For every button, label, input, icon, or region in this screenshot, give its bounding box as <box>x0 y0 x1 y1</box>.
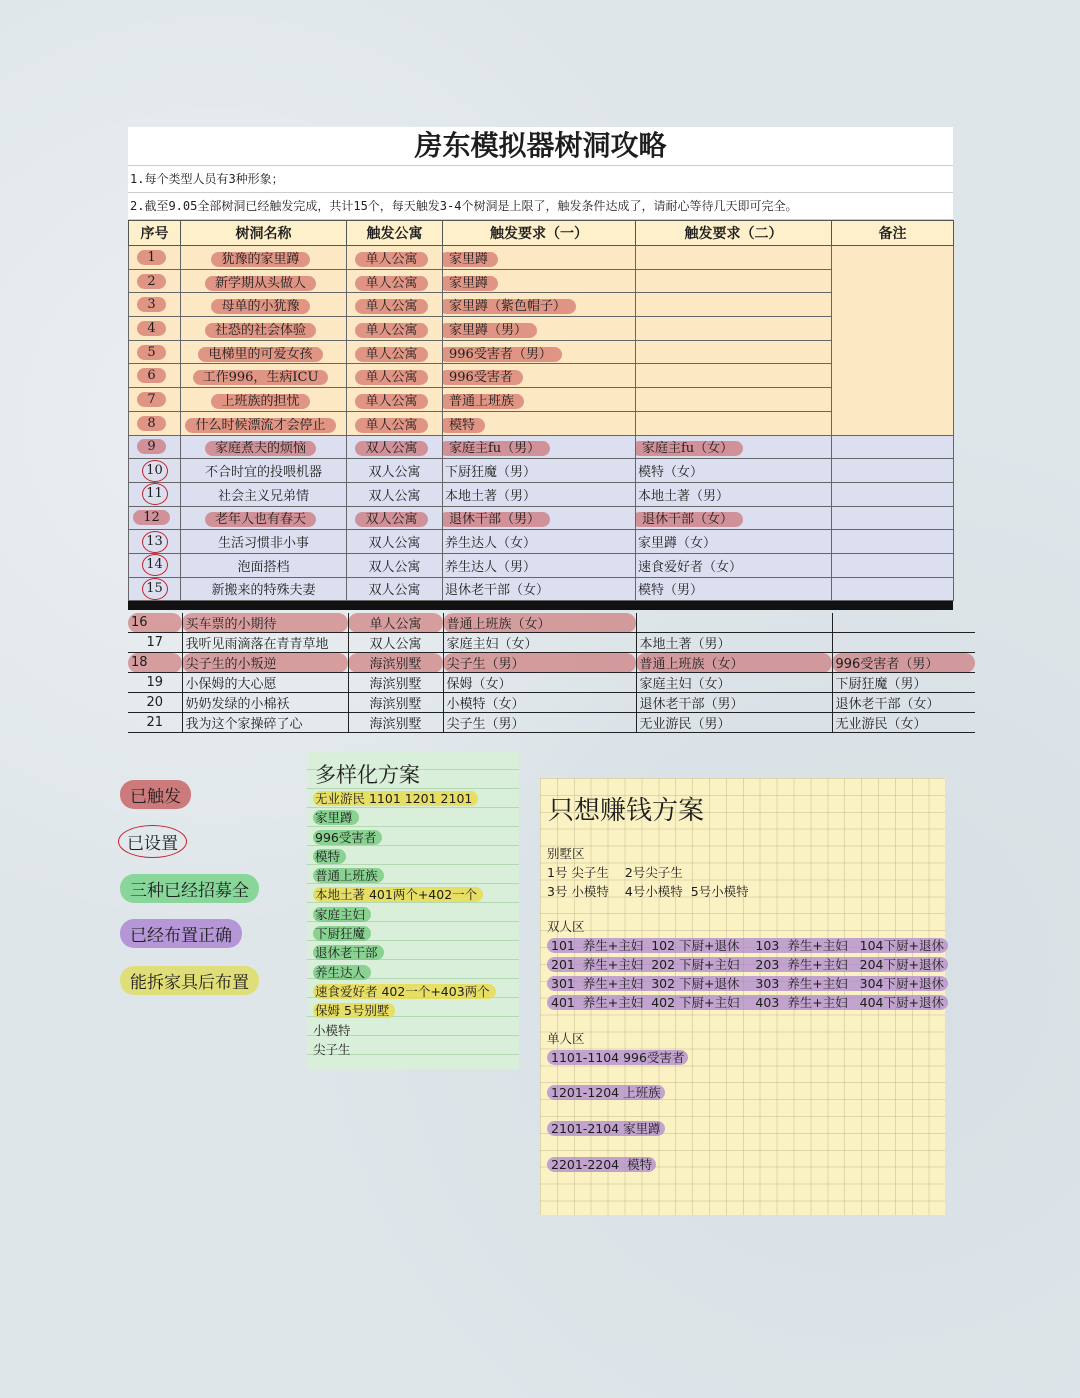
name-cell <box>181 577 347 601</box>
name-cell <box>181 388 347 412</box>
single-line: 1201-1204 上班族 <box>547 1085 665 1100</box>
req1-cell <box>443 435 636 459</box>
apt-cell <box>347 293 443 317</box>
section-divider <box>128 601 953 610</box>
apt-cell <box>347 459 443 483</box>
diverse-item-text: 家庭主妇 <box>313 907 371 922</box>
col-name: 树洞名称 <box>181 221 347 246</box>
double-line: 301 养生+主妇 302 下厨+退休 303 养生+主妇 304下厨+退休 <box>547 976 948 991</box>
apt-cell-text: 双人公寓 <box>355 441 427 456</box>
apt-cell <box>347 388 443 412</box>
name-cell <box>181 506 347 530</box>
no-cell-text: 12 <box>133 510 170 525</box>
apt-cell-text: 单人公寓 <box>355 418 427 433</box>
no-cell-text: 15 <box>142 578 168 600</box>
req1-cell <box>443 246 636 270</box>
diverse-item-text: 小模特 <box>313 1022 351 1038</box>
apt-cell: 双人公寓 <box>348 633 443 653</box>
name-cell: 我为这个家操碎了心 <box>182 713 348 733</box>
req1-cell <box>443 577 636 601</box>
single-line: 2101-2104 家里蹲 <box>547 1121 665 1136</box>
req1-cell <box>443 506 636 530</box>
double-label: 双人区 <box>547 919 585 934</box>
sheet-title: 房东模拟器树洞攻略 <box>128 127 953 166</box>
req1-cell-text: 本地土著（男） <box>445 488 537 504</box>
table-row <box>129 435 954 459</box>
no-cell: 19 <box>128 673 182 693</box>
name-cell-text: 不合时宜的投喂机器 <box>204 465 322 481</box>
req1-cell <box>443 340 636 364</box>
name-cell <box>181 317 347 341</box>
req2-cell-text: 模特（女） <box>638 465 704 481</box>
apt-cell <box>347 364 443 388</box>
name-cell-text: 什么时候漂流才会停止 <box>185 418 335 433</box>
no-cell-text: 5 <box>137 345 165 360</box>
apt-cell <box>347 553 443 577</box>
double-line: 201 养生+主妇 202 下厨+主妇 203 养生+主妇 204下厨+退休 <box>547 957 948 972</box>
req2-cell <box>636 340 832 364</box>
req2-cell <box>636 411 832 435</box>
no-cell-text: 3 <box>137 297 165 312</box>
no-cell <box>129 388 181 412</box>
remark-cell: 退休老干部（女） <box>832 693 975 713</box>
name-cell-text: 家庭煮夫的烦恼 <box>205 441 316 456</box>
no-cell <box>129 530 181 554</box>
req2-cell: 本地土著（男） <box>636 633 832 653</box>
name-cell-text: 上班族的担忧 <box>211 394 309 409</box>
table-row <box>128 693 975 713</box>
no-cell <box>129 482 181 506</box>
remark-cell: 996受害者（男） <box>832 653 975 673</box>
req1-cell <box>443 459 636 483</box>
table-row <box>128 713 975 733</box>
apt-cell-text: 单人公寓 <box>355 347 427 362</box>
apt-cell: 海滨别墅 <box>348 713 443 733</box>
req1-cell: 家庭主妇（女） <box>443 633 636 653</box>
apt-cell <box>347 340 443 364</box>
no-cell: 16 <box>128 613 182 633</box>
diverse-item <box>313 924 496 943</box>
apt-cell-text: 单人公寓 <box>355 323 427 338</box>
req1-cell-text: 家里蹲 <box>443 252 499 267</box>
remark-cell <box>832 459 954 483</box>
table-row <box>129 388 954 412</box>
apt-cell-text: 双人公寓 <box>368 559 421 575</box>
no-cell-text: 9 <box>137 439 165 454</box>
diverse-item <box>313 1040 496 1059</box>
legend-arranged: 已经布置正确 <box>120 919 242 948</box>
remark-cell <box>832 530 954 554</box>
villa-line: 1号 尖子生 2号尖子生 <box>547 865 683 880</box>
legend-triggered: 已触发 <box>120 780 191 809</box>
req1-cell <box>443 269 636 293</box>
req1-cell <box>443 482 636 506</box>
name-cell: 买车票的小期待 <box>182 613 348 633</box>
table-row <box>129 340 954 364</box>
name-cell <box>181 482 347 506</box>
apt-cell <box>347 269 443 293</box>
no-cell <box>129 411 181 435</box>
no-cell: 20 <box>128 693 182 713</box>
apt-cell-text: 双人公寓 <box>368 465 421 481</box>
no-cell-text: 8 <box>137 416 165 431</box>
apt-cell-text: 双人公寓 <box>368 583 421 599</box>
name-cell <box>181 340 347 364</box>
no-cell <box>129 246 181 270</box>
name-cell <box>181 459 347 483</box>
no-cell <box>129 435 181 459</box>
name-cell: 尖子生的小叛逆 <box>182 653 348 673</box>
name-cell: 我听见雨滴落在青青草地 <box>182 633 348 653</box>
diverse-item <box>313 847 496 866</box>
diverse-item <box>313 1001 496 1020</box>
req2-cell: 家庭主妇（女） <box>636 673 832 693</box>
req1-cell-text: 养生达人（女） <box>445 536 537 552</box>
table-row <box>129 317 954 341</box>
req2-cell <box>636 553 832 577</box>
req2-cell <box>636 577 832 601</box>
remark-cell <box>832 506 954 530</box>
apt-cell: 海滨别墅 <box>348 653 443 673</box>
req2-cell-text: 模特（男） <box>638 583 704 599</box>
apt-cell <box>347 506 443 530</box>
col-apt: 触发公寓 <box>347 221 443 246</box>
name-cell <box>181 293 347 317</box>
table-row <box>129 553 954 577</box>
apt-cell <box>347 530 443 554</box>
no-cell-text: 10 <box>142 460 168 482</box>
no-cell <box>129 293 181 317</box>
single-line: 1101-1104 996受害者 <box>547 1050 688 1065</box>
tree-hole-table <box>128 220 954 601</box>
no-cell <box>129 577 181 601</box>
req2-cell <box>636 482 832 506</box>
single-label: 单人区 <box>547 1031 585 1046</box>
single-line: 2201-2204 模特 <box>547 1157 656 1172</box>
req2-cell <box>636 459 832 483</box>
name-cell-text: 母单的小犹豫 <box>211 299 309 314</box>
double-line: 401 养生+主妇 402 下厨+主妇 403 养生+主妇 404下厨+退休 <box>547 995 948 1010</box>
apt-cell: 海滨别墅 <box>348 693 443 713</box>
req2-cell <box>636 246 832 270</box>
no-cell: 17 <box>128 633 182 653</box>
req2-cell-text: 家里蹲（女） <box>638 536 717 552</box>
note-1: 1.每个类型人员有3种形象； <box>128 166 953 193</box>
diverse-title: 多样化方案 <box>315 763 420 787</box>
diverse-item-text: 速食爱好者 402一个+403两个 <box>313 984 496 999</box>
req1-cell: 保姆（女） <box>443 673 636 693</box>
apt-cell-text: 双人公寓 <box>368 536 421 552</box>
apt-cell-text: 双人公寓 <box>355 512 427 527</box>
remark-cell <box>832 577 954 601</box>
req1-cell: 普通上班族（女） <box>443 613 636 633</box>
req1-cell-text: 普通上班族 <box>443 394 525 409</box>
req2-cell <box>636 435 832 459</box>
diverse-item <box>313 905 496 924</box>
diverse-item-text: 996受害者 <box>313 830 382 845</box>
col-req2: 触发要求（二） <box>636 221 832 246</box>
req1-cell <box>443 293 636 317</box>
diverse-item-text: 养生达人 <box>313 965 371 980</box>
req1-cell: 尖子生（男） <box>443 653 636 673</box>
table-header <box>129 221 954 246</box>
req1-cell-text: 退休老干部（女） <box>445 583 550 599</box>
name-cell-text: 新学期从头做人 <box>205 276 316 291</box>
legend-all-recruited: 三种已经招募全 <box>120 874 259 903</box>
req2-cell <box>636 269 832 293</box>
apt-cell-text: 单人公寓 <box>355 370 427 385</box>
apt-cell: 海滨别墅 <box>348 673 443 693</box>
req1-cell <box>443 317 636 341</box>
req2-cell-text: 速食爱好者（女） <box>638 559 743 575</box>
apt-cell-text: 单人公寓 <box>355 276 427 291</box>
diverse-item <box>313 982 496 1001</box>
table-row <box>129 364 954 388</box>
req2-cell <box>636 293 832 317</box>
diverse-item-text: 模特 <box>313 849 346 864</box>
no-cell <box>129 317 181 341</box>
villa-label: 别墅区 <box>547 846 585 861</box>
name-cell <box>181 411 347 435</box>
table-row <box>129 293 954 317</box>
no-cell-text: 4 <box>137 321 165 336</box>
table-row <box>128 633 975 653</box>
no-cell-text: 1 <box>137 250 165 265</box>
col-remark: 备注 <box>832 221 954 246</box>
note-2: 2.截至9.05全部树洞已经触发完成，共计15个，每天触发3-4个树洞是上限了，触发条件达成了，请耐心等待几天即可完全。 <box>128 193 953 220</box>
name-cell <box>181 246 347 270</box>
table-row <box>129 506 954 530</box>
req1-cell-text: 下厨狂魔（男） <box>445 465 537 481</box>
req2-cell: 无业游民（男） <box>636 713 832 733</box>
remark-cell <box>832 246 954 436</box>
req1-cell-text: 家里蹲 <box>443 276 499 291</box>
name-cell-text: 社会主义兄弟情 <box>217 488 309 504</box>
double-line: 101 养生+主妇 102 下厨+退休 103 养生+主妇 104下厨+退休 <box>547 938 948 953</box>
no-cell <box>129 553 181 577</box>
diverse-list <box>313 789 496 1059</box>
money-title: 只想赚钱方案 <box>548 796 705 826</box>
diverse-plan-note <box>307 751 519 1069</box>
diverse-item-text: 本地土著 401两个+402一个 <box>313 887 483 902</box>
req1-cell <box>443 364 636 388</box>
remark-cell <box>832 482 954 506</box>
diverse-item <box>313 963 496 982</box>
diverse-item-text: 保姆 5号别墅 <box>313 1003 395 1018</box>
req1-cell-text: 家庭主fu（男） <box>443 441 551 456</box>
diverse-item-text: 家里蹲 <box>313 810 359 825</box>
req2-cell <box>636 317 832 341</box>
no-cell-text: 14 <box>142 554 168 576</box>
table-row <box>129 530 954 554</box>
name-cell-text: 犹豫的家里蹲 <box>211 252 309 267</box>
no-cell-text: 6 <box>137 368 165 383</box>
remark-cell <box>832 435 954 459</box>
apt-cell <box>347 317 443 341</box>
apt-cell <box>347 435 443 459</box>
req1-cell-text: 996受害者（男） <box>443 347 562 362</box>
table-row <box>129 411 954 435</box>
no-cell <box>129 340 181 364</box>
name-cell: 小保姆的大心愿 <box>182 673 348 693</box>
table-row <box>129 246 954 270</box>
col-no: 序号 <box>129 221 181 246</box>
req1-cell <box>443 553 636 577</box>
req2-cell <box>636 613 832 633</box>
apt-cell-text: 单人公寓 <box>355 394 427 409</box>
col-req1: 触发要求（一） <box>443 221 636 246</box>
name-cell <box>181 364 347 388</box>
name-cell-text: 泡面搭档 <box>237 559 290 575</box>
no-cell: 21 <box>128 713 182 733</box>
req1-cell <box>443 411 636 435</box>
table-row <box>129 269 954 293</box>
table-row <box>129 459 954 483</box>
no-cell-text: 2 <box>137 274 165 289</box>
no-cell-text: 13 <box>142 531 168 553</box>
diverse-item-text: 普通上班族 <box>313 868 384 883</box>
legend-set: 已设置 <box>118 825 187 858</box>
req1-cell-text: 家里蹲（男） <box>443 323 538 338</box>
name-cell <box>181 269 347 293</box>
name-cell-text: 社恐的社会体验 <box>205 323 316 338</box>
apt-cell <box>347 411 443 435</box>
legend-remove-furniture: 能拆家具后布置 <box>120 966 259 995</box>
name-cell-text: 新搬来的特殊夫妻 <box>211 583 316 599</box>
table-row <box>128 673 975 693</box>
req2-cell <box>636 530 832 554</box>
diverse-item <box>313 808 496 827</box>
name-cell <box>181 435 347 459</box>
req1-cell <box>443 530 636 554</box>
diverse-item <box>313 1021 496 1040</box>
req2-cell: 退休老干部（男） <box>636 693 832 713</box>
diverse-item <box>313 943 496 962</box>
money-plan-note <box>540 778 945 1215</box>
extra-table <box>128 613 975 733</box>
diverse-item <box>313 789 496 808</box>
req1-cell: 尖子生（男） <box>443 713 636 733</box>
req2-cell <box>636 506 832 530</box>
remark-cell: 无业游民（女） <box>832 713 975 733</box>
req2-cell-text: 退休干部（女） <box>636 512 744 527</box>
no-cell <box>129 269 181 293</box>
diverse-item-text: 尖子生 <box>313 1041 351 1057</box>
no-cell <box>129 459 181 483</box>
req1-cell <box>443 388 636 412</box>
table-row <box>128 613 975 633</box>
name-cell: 奶奶发绿的小棉袄 <box>182 693 348 713</box>
req2-cell <box>636 388 832 412</box>
req1-cell-text: 996受害者 <box>443 370 523 385</box>
remark-cell: 下厨狂魔（男） <box>832 673 975 693</box>
remark-cell <box>832 633 975 653</box>
table-row <box>129 482 954 506</box>
table-row <box>129 577 954 601</box>
remark-cell <box>832 553 954 577</box>
diverse-item <box>313 885 496 904</box>
req1-cell-text: 退休干部（男） <box>443 512 551 527</box>
name-cell <box>181 553 347 577</box>
villa-line: 3号 小模特 4号小模特 5号小模特 <box>547 884 749 899</box>
no-cell-text: 7 <box>137 392 165 407</box>
remark-cell <box>832 613 975 633</box>
apt-cell-text: 双人公寓 <box>368 488 421 504</box>
name-cell <box>181 530 347 554</box>
apt-cell <box>347 577 443 601</box>
req1-cell: 小模特（女） <box>443 693 636 713</box>
apt-cell <box>347 482 443 506</box>
name-cell-text: 生活习惯非小事 <box>217 536 309 552</box>
table-row <box>128 653 975 673</box>
diverse-item <box>313 828 496 847</box>
name-cell-text: 老年人也有春天 <box>205 512 316 527</box>
diverse-item-text: 退休老干部 <box>313 945 384 960</box>
req1-cell-text: 养生达人（男） <box>445 559 537 575</box>
apt-cell <box>347 246 443 270</box>
name-cell-text: 工作996，生病ICU <box>193 370 329 385</box>
diverse-item-text: 下厨狂魔 <box>313 926 371 941</box>
no-cell: 18 <box>128 653 182 673</box>
diverse-item <box>313 866 496 885</box>
req2-cell-text: 本地土著（男） <box>638 488 730 504</box>
req2-cell-text: 家庭主fu（女） <box>636 441 744 456</box>
no-cell-text: 11 <box>142 483 168 505</box>
diverse-item-text: 无业游民 1101 1201 2101 <box>313 791 478 806</box>
no-cell <box>129 506 181 530</box>
guide-sheet <box>128 127 953 601</box>
req2-cell <box>636 364 832 388</box>
no-cell <box>129 364 181 388</box>
apt-cell-text: 单人公寓 <box>355 252 427 267</box>
apt-cell-text: 单人公寓 <box>355 299 427 314</box>
req1-cell-text: 家里蹲（紫色帽子） <box>443 299 577 314</box>
apt-cell: 单人公寓 <box>348 613 443 633</box>
req1-cell-text: 模特 <box>443 418 486 433</box>
name-cell-text: 电梯里的可爱女孩 <box>198 347 322 362</box>
req2-cell: 普通上班族（女） <box>636 653 832 673</box>
